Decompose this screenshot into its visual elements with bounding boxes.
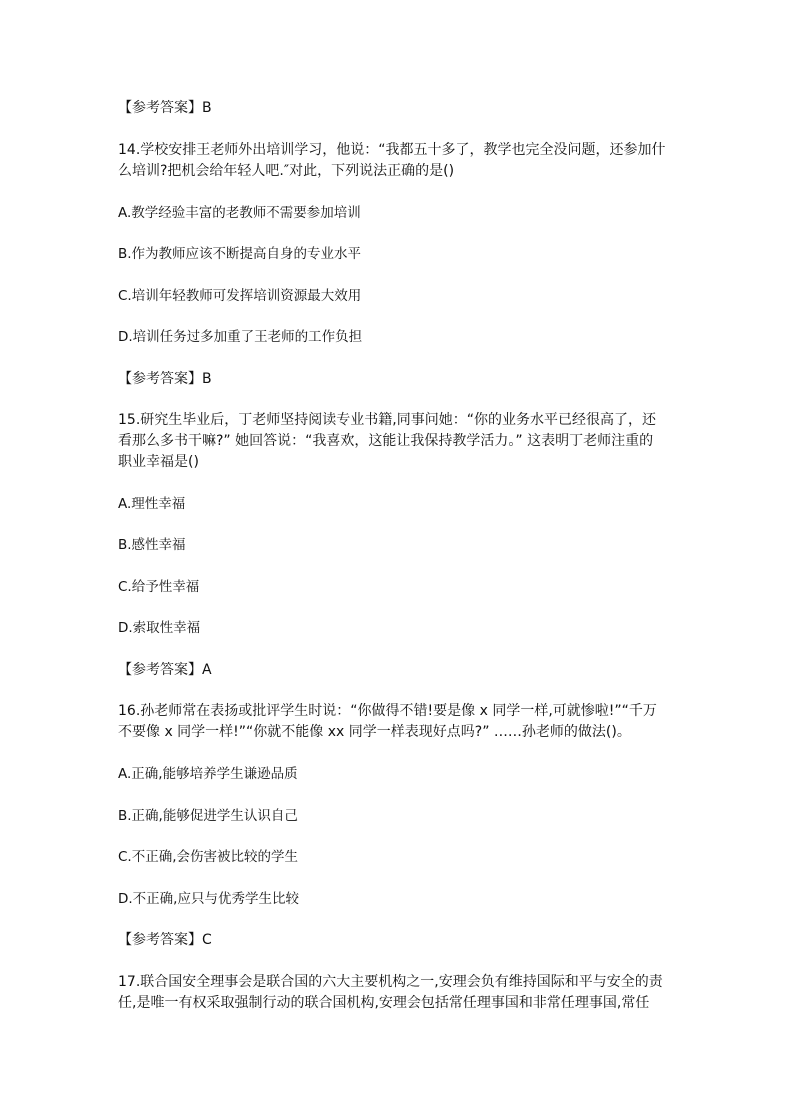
question-17-line-1: 17.联合国安全理事会是联合国的六大主要机构之一,安理会负有维持国际和平与安全的责 — [118, 974, 663, 990]
question-15-line-1: 15.研究生毕业后，丁老师坚持阅读专业书籍,同事问她：“你的业务水平已经很高了，还 — [118, 412, 656, 428]
option-16-d: D.不正确,应只与优秀学生比较 — [118, 891, 299, 907]
question-15-line-3: 职业幸福是() — [118, 454, 199, 470]
question-16-line-2: 不要像 x 同学一样!”“你就不能像 xx 同学一样表现好点吗?” ……孙老师的做法()。 — [118, 724, 631, 740]
option-14-c: C.培训年轻教师可发挥培训资源最大效用 — [118, 288, 362, 304]
option-15-b: B.感性幸福 — [118, 537, 186, 553]
question-14-line-1: 14.学校安排王老师外出培训学习，他说：“我都五十多了，教学也完全没问题，还参加什 — [118, 142, 666, 158]
option-14-a: A.教学经验丰富的老教师不需要参加培训 — [118, 205, 361, 221]
option-14-b: B.作为教师应该不断提高自身的专业水平 — [118, 246, 362, 262]
option-14-d: D.培训任务过多加重了王老师的工作负担 — [118, 329, 363, 345]
answer-15: 【参考答案】A — [118, 662, 212, 678]
question-14-line-2: 么培训?把机会给年轻人吧.″对此，下列说法正确的是() — [118, 163, 455, 179]
option-15-c: C.给予性幸福 — [118, 579, 200, 595]
answer-14: 【参考答案】B — [118, 371, 212, 387]
option-15-d: D.索取性幸福 — [118, 620, 201, 636]
answer-16: 【参考答案】C — [118, 932, 212, 948]
option-16-a: A.正确,能够培养学生谦逊品质 — [118, 766, 298, 782]
question-15-line-2: 看那么多书干嘛?” 她回答说：“我喜欢，这能让我保持教学活力。” 这表明丁老师注重的 — [118, 433, 654, 449]
option-16-b: B.正确,能够促进学生认识自己 — [118, 808, 298, 824]
option-16-c: C.不正确,会伤害被比较的学生 — [118, 849, 299, 865]
question-17-line-2: 任,是唯一有权采取强制行动的联合国机构,安理会包括常任理事国和非常任理事国,常任 — [118, 995, 650, 1011]
option-15-a: A.理性幸福 — [118, 496, 186, 512]
answer-13: 【参考答案】B — [118, 100, 212, 116]
question-16-line-1: 16.孙老师常在表扬或批评学生时说：“你做得不错!要是像 x 同学一样,可就惨啦!”“千万 — [118, 703, 657, 719]
